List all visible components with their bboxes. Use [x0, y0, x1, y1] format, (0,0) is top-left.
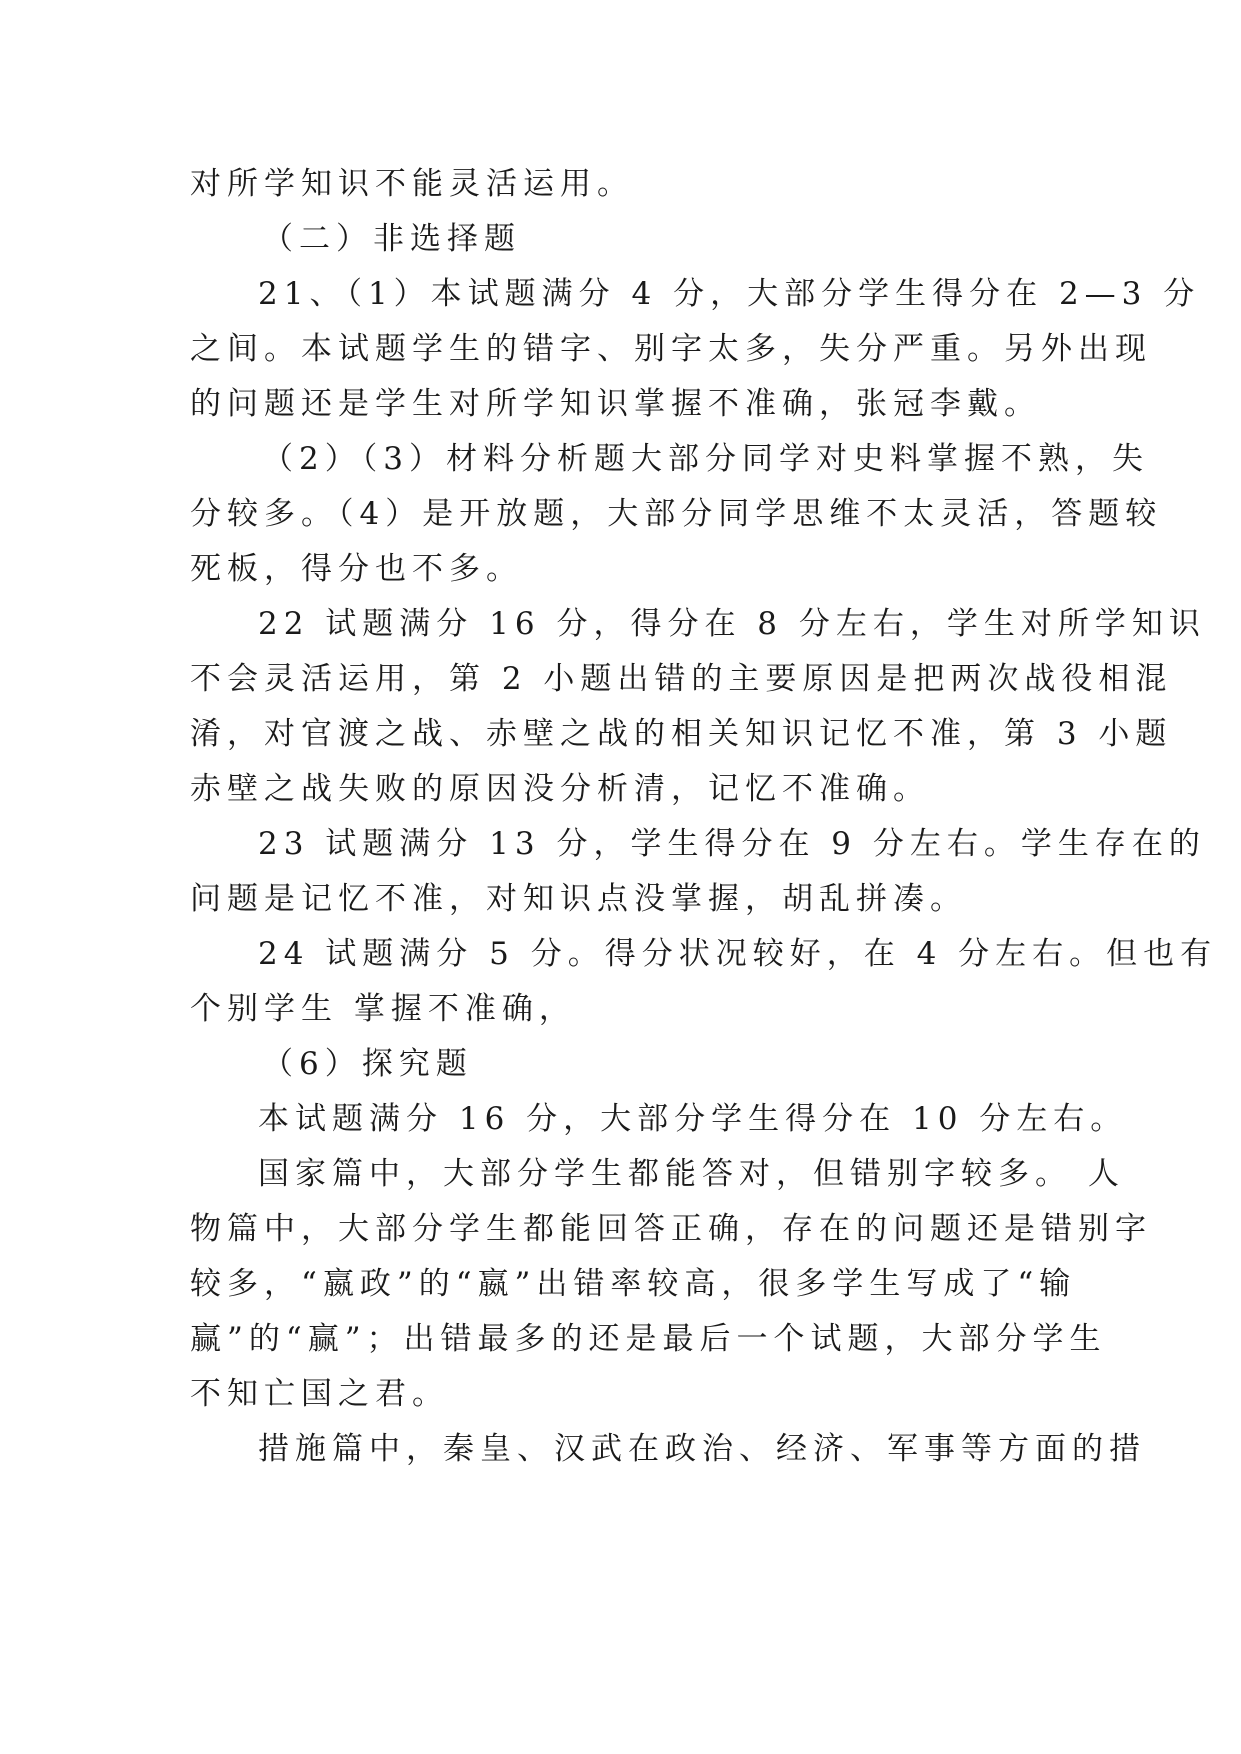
text-line: 赤壁之战失败的原因没分析清，记忆不准确。 — [190, 771, 930, 807]
text-line: 死板，得分也不多。 — [190, 551, 523, 587]
text-line: 23 试题满分 13 分，学生得分在 9 分左右。学生存在的 — [258, 826, 1206, 862]
text-line: 本试题满分 16 分，大部分学生得分在 10 分左右。 — [258, 1101, 1128, 1137]
text-line: 物篇中，大部分学生都能回答正确，存在的问题还是错别字 — [190, 1211, 1152, 1247]
text-line: 个别学生 掌握不准确， — [190, 991, 576, 1027]
text-line: 措施篇中，秦皇、汉武在政治、经济、军事等方面的措 — [258, 1431, 1146, 1467]
text-line: 不知亡国之君。 — [190, 1376, 449, 1412]
text-line: 对所学知识不能灵活运用。 — [190, 166, 634, 202]
text-line: 的问题还是学生对所学知识掌握不准确，张冠李戴。 — [190, 386, 1041, 422]
text-line: 国家篇中，大部分学生都能答对，但错别字较多。 人 — [258, 1156, 1125, 1192]
text-line: 淆，对官渡之战、赤壁之战的相关知识记忆不准，第 3 小题 — [190, 716, 1173, 752]
section-heading: （6）探究题 — [262, 1046, 473, 1082]
text-line: （2）（3）材料分析题大部分同学对史料掌握不熟，失 — [262, 441, 1149, 477]
text-line: 不会灵活运用，第 2 小题出错的主要原因是把两次战役相混 — [190, 661, 1173, 697]
text-line: 较多，“嬴政”的“嬴”出错率较高，很多学生写成了“输 — [190, 1266, 1077, 1302]
text-line: 22 试题满分 16 分，得分在 8 分左右，学生对所学知识 — [258, 606, 1206, 642]
text-line: 24 试题满分 5 分。得分状况较好，在 4 分左右。但也有 — [258, 936, 1218, 972]
text-line: 分较多。（4）是开放题，大部分同学思维不太灵活，答题较 — [190, 496, 1163, 532]
text-line: 问题是记忆不准，对知识点没掌握，胡乱拼凑。 — [190, 881, 967, 917]
text-line: 之间。本试题学生的错字、别字太多，失分严重。另外出现 — [190, 331, 1152, 367]
text-line: 21、（1）本试题满分 4 分，大部分学生得分在 2—3 分 — [258, 276, 1201, 312]
text-line: 赢”的“赢”；出错最多的还是最后一个试题，大部分学生 — [190, 1321, 1107, 1357]
section-heading: （二）非选择题 — [262, 221, 521, 257]
